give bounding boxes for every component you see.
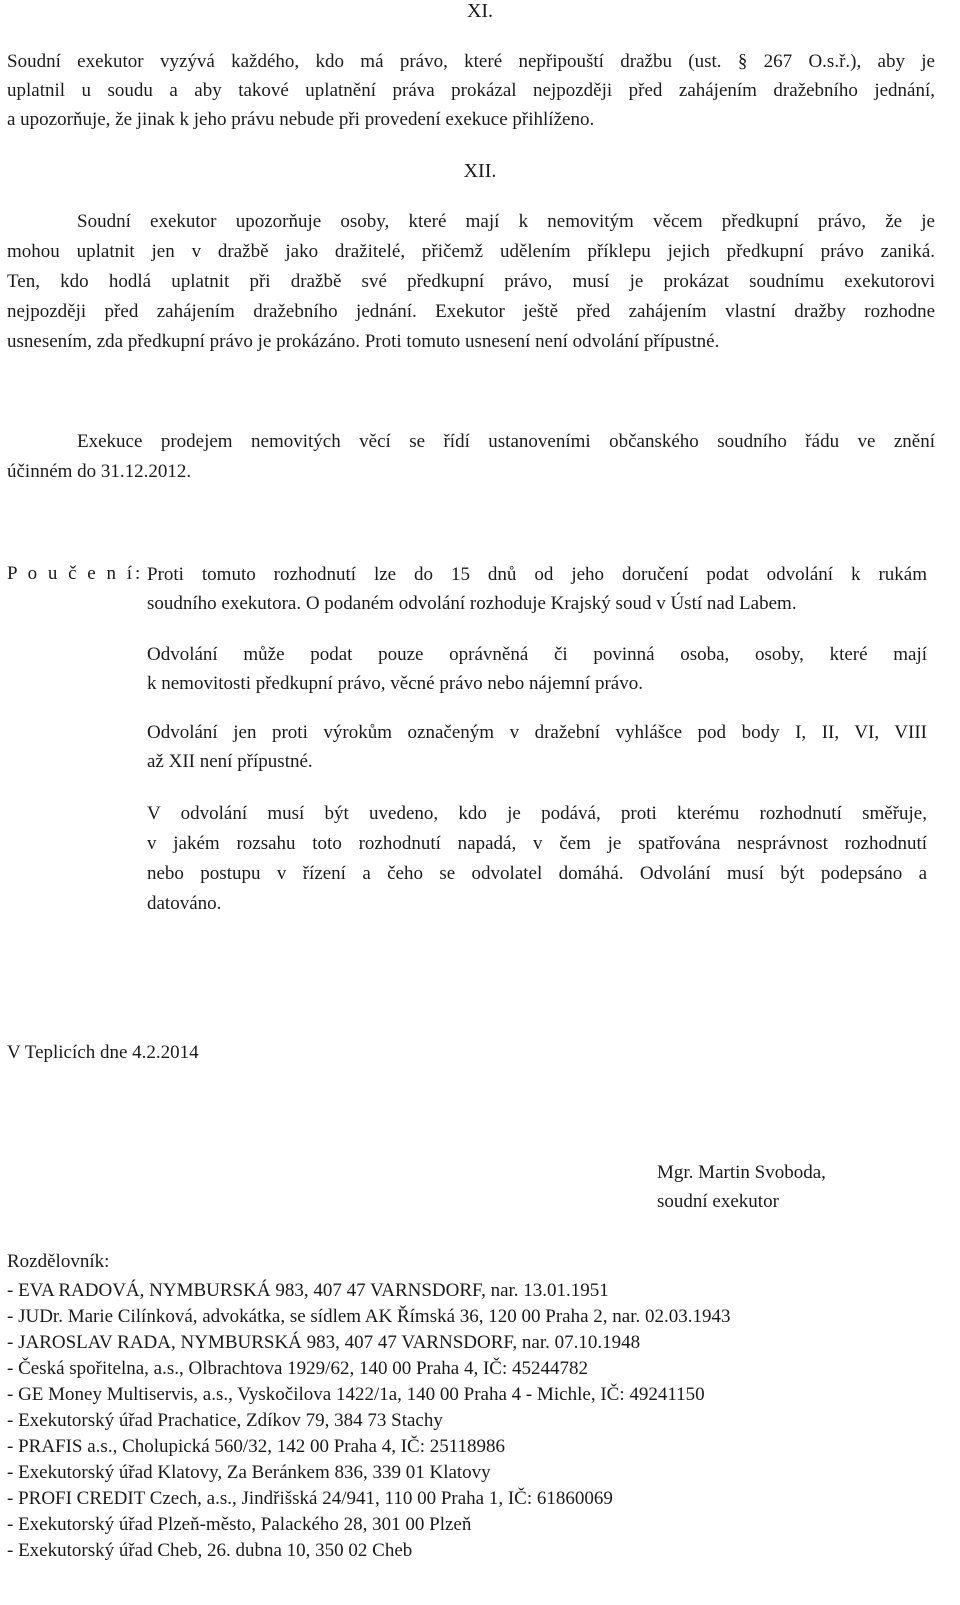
instruction-line: Proti tomuto rozhodnutí lze do 15 dnů od jeho doručení podat odvolání k rukám xyxy=(147,564,927,585)
law-note-line: Exekuce prodejem nemovitých věcí se řídí ustanoveními občanského soudního řádu ve znění xyxy=(77,431,935,452)
instruction-line: Odvolání může podat pouze oprávněná či povinná osoba, osoby, které mají xyxy=(147,644,927,665)
instruction-line: až XII není přípustné. xyxy=(147,751,313,772)
distribution-item: - Exekutorský úřad Prachatice, Zdíkov 79, 384 73 Stachy xyxy=(7,1410,443,1431)
place-date: V Teplicích dne 4.2.2014 xyxy=(7,1042,199,1063)
law-note xyxy=(7,427,935,487)
section-xi-line: a upozorňuje, že jinak k jeho právu nebude při provedení exekuce přihlíženo. xyxy=(7,109,595,130)
instruction-line: k nemovitosti předkupní právo, věcné právo nebo nájemní právo. xyxy=(147,673,643,694)
distribution-item: - Česká spořitelna, a.s., Olbrachtova 1929/62, 140 00 Praha 4, IČ: 45244782 xyxy=(7,1358,588,1379)
section-xii-line: mohou uplatnit jen v dražbě jako dražitelé, přičemž udělením příklepu jejich předkupní právo zaniká. xyxy=(7,241,935,262)
distribution-list xyxy=(7,1278,731,1564)
section-xii-line: nejpozději před zahájením dražebního jednání. Exekutor ještě před zahájením vlastní dražby rozhodne xyxy=(7,301,935,322)
section-xii-heading: XII. xyxy=(463,160,497,182)
instruction-line: v jakém rozsahu toto rozhodnutí napadá, v čem je spatřována nesprávnost rozhodnutí xyxy=(147,833,927,854)
distribution-heading: Rozdělovník: xyxy=(7,1251,110,1272)
instruction-label: P o u č e n í: xyxy=(7,563,144,584)
instruction-line: Odvolání jen proti výrokům označeným v dražební vyhlášce pod body I, II, VI, VIII xyxy=(147,722,927,743)
instruction-paragraph-4 xyxy=(147,799,927,919)
law-note-line: účinném do 31.12.2012. xyxy=(7,461,192,482)
instruction-line: datováno. xyxy=(147,893,222,914)
instruction-line: nebo postupu v řízení a čeho se odvolatel domáhá. Odvolání musí být podepsáno a xyxy=(147,863,927,884)
instruction-paragraph-1 xyxy=(147,560,927,618)
section-xii-text xyxy=(7,207,935,357)
distribution-item: - EVA RADOVÁ, NYMBURSKÁ 983, 407 47 VARNSDORF, nar. 13.01.1951 xyxy=(7,1280,609,1301)
distribution-item: - Exekutorský úřad Plzeň-město, Palackého 28, 301 00 Plzeň xyxy=(7,1514,472,1535)
distribution-item: - JUDr. Marie Cilínková, advokátka, se sídlem AK Římská 36, 120 00 Praha 2, nar. 02.03.1943 xyxy=(7,1306,731,1327)
instruction-paragraph-2 xyxy=(147,640,927,698)
section-xi-line: Soudní exekutor vyzývá každého, kdo má právo, které nepřipouští dražbu (ust. § 267 O.s.ř.), aby je xyxy=(7,51,935,72)
distribution-item: - JAROSLAV RADA, NYMBURSKÁ 983, 407 47 VARNSDORF, nar. 07.10.1948 xyxy=(7,1332,641,1353)
instruction-line: soudního exekutora. O podaném odvolání rozhoduje Krajský soud v Ústí nad Labem. xyxy=(147,593,797,614)
instruction-paragraph-3 xyxy=(147,718,927,776)
distribution-item: - GE Money Multiservis, a.s., Vyskočilova 1422/1a, 140 00 Praha 4 - Michle, IČ: 49241150 xyxy=(7,1384,705,1405)
signature-role: soudní exekutor xyxy=(657,1191,779,1212)
section-xii-line: usnesením, zda předkupní právo je prokázáno. Proti tomuto usnesení není odvolání přípustné. xyxy=(7,331,720,352)
section-xii-line: Soudní exekutor upozorňuje osoby, které mají k nemovitým věcem předkupní právo, že je xyxy=(77,211,935,232)
section-xii-line: Ten, kdo hodlá uplatnit při dražbě své předkupní právo, musí je prokázat soudnímu exekutorovi xyxy=(7,271,935,292)
signature-name: Mgr. Martin Svoboda, xyxy=(657,1162,826,1183)
section-xi-heading: XI. xyxy=(466,0,494,22)
section-xi-line: uplatnil u soudu a aby takové uplatnění práva prokázal nejpozději před zahájením dražebního jednání, xyxy=(7,80,935,101)
instruction-line: V odvolání musí být uvedeno, kdo je podává, proti kterému rozhodnutí směřuje, xyxy=(147,803,927,824)
distribution-item: - Exekutorský úřad Klatovy, Za Beránkem 836, 339 01 Klatovy xyxy=(7,1462,491,1483)
distribution-item: - PROFI CREDIT Czech, a.s., Jindřišská 24/941, 110 00 Praha 1, IČ: 61860069 xyxy=(7,1488,613,1509)
distribution-item: - Exekutorský úřad Cheb, 26. dubna 10, 350 02 Cheb xyxy=(7,1540,413,1561)
section-xi-text xyxy=(7,47,935,134)
distribution-item: - PRAFIS a.s., Cholupická 560/32, 142 00 Praha 4, IČ: 25118986 xyxy=(7,1436,506,1457)
